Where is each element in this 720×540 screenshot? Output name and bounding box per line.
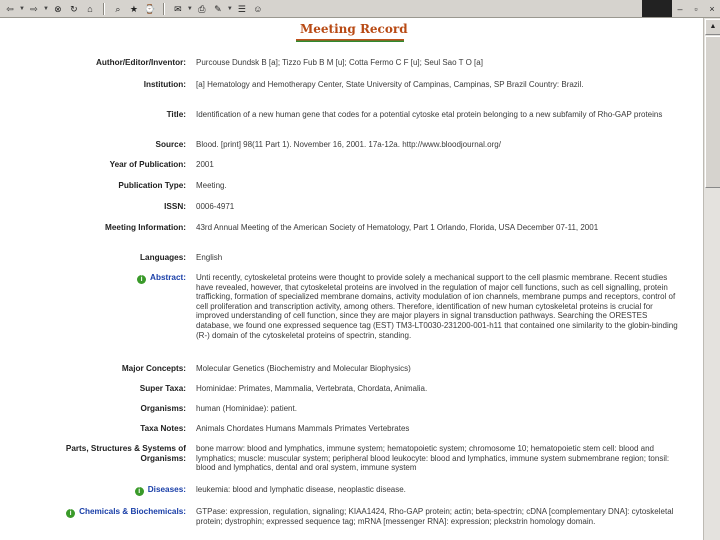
minimize-button[interactable]: – bbox=[677, 3, 683, 14]
field-value: Purcouse Dundsk B [a]; Tizzo Fub B M [u]; Cotta Fermo C F [u]; Seul Sao T O [a] bbox=[196, 58, 483, 67]
field-value: 2001 bbox=[196, 160, 214, 169]
abstract-label[interactable] bbox=[137, 273, 186, 284]
search-icon[interactable]: ⌕ bbox=[115, 3, 121, 14]
stop-icon[interactable]: ⊗ bbox=[54, 3, 62, 14]
field-value: human (Hominidae): patient. bbox=[196, 404, 297, 413]
field-value: bone marrow: blood and lymphatics, immune system; hematopoietic system; chromosome 10; hematopoietic stem cell: blood and lymphatics; muscle: muscular system; peripheral blood leukocyte: blood and lymphatics, immune system submembrane region; tonsil: blood and lymphatics, dental and oral system, immune system bbox=[196, 444, 670, 473]
discuss-icon[interactable]: ☰ bbox=[237, 3, 246, 14]
field-value: Identification of a new human gene that codes for a potential cytoske etal protein belonging to a new subfamily of Rho-GAP proteins bbox=[196, 110, 663, 119]
field-label: Super Taxa: bbox=[139, 384, 186, 393]
field-value: GTPase: expression, regulation, signaling; KIAA1424, Rho-GAP protein; actin; beta-spectrin; cDNA [complementary DNA]: cytoskeletal protein; dystrophin; expressed sequence tag; mRNA [messenger RNA]: expression; pleckstrin homology domain. bbox=[196, 507, 674, 526]
restore-button[interactable]: ▫ bbox=[694, 3, 698, 14]
field-value: Meeting. bbox=[196, 181, 227, 190]
field-label: Organisms: bbox=[140, 404, 186, 413]
refresh-icon[interactable]: ↻ bbox=[70, 3, 78, 14]
chevron-down-icon[interactable]: ▼ bbox=[19, 5, 25, 12]
field-label[interactable]: Abstract: bbox=[150, 273, 186, 282]
field-value: 0006-4971 bbox=[196, 202, 235, 211]
actions-group bbox=[168, 1, 268, 16]
page-title: Meeting Record bbox=[300, 22, 408, 36]
field-label: Meeting Information: bbox=[105, 223, 186, 232]
field-value: leukemia: blood and lymphatic disease, neoplastic disease. bbox=[196, 485, 406, 494]
history-icon[interactable]: ⌚ bbox=[144, 3, 156, 14]
field-value: 43rd Annual Meeting of the American Society of Hematology, Part 1 Orlando, Florida, USA December 07-11, 2001 bbox=[196, 223, 599, 232]
chevron-down-icon[interactable]: ▼ bbox=[226, 5, 233, 12]
field-label: Author/Editor/Inventor: bbox=[95, 58, 186, 67]
chevron-down-icon[interactable]: ▼ bbox=[186, 5, 193, 12]
info-icon[interactable]: i bbox=[137, 275, 146, 284]
print-icon[interactable]: ⎙ bbox=[198, 3, 206, 14]
back-icon[interactable]: ⇦ bbox=[6, 3, 14, 14]
field-label: Languages: bbox=[140, 253, 186, 262]
field-value: Unti recently, cytoskeletal proteins were thought to provide solely a mechanical support to the cell plasmic membrane. Recent studies have revealed, however, that cytoskeletal proteins are involved in the regulation of major cell functions, such as cell signalling, protein trafficking, formation of specialized membrane domains, activity modulation of ion channels, membrane pumps and receptors, control of cell proliferation and transcription activity, among others. Therefore, identification of new human cytoskeletal proteins is crucial for improved understanding of cell function, since they are major players in signal transduction pathways. Searching the ORESTES database, we found one expressed sequence tag (EST) TM3-LT0030-231200-001-h11 that contained one similarity to the globin-binding (R-) domain of the cytoskeletal proteins of spectrin, standing. bbox=[196, 273, 678, 340]
field-label: Institution: bbox=[143, 80, 186, 89]
scroll-thumb[interactable] bbox=[705, 36, 720, 188]
title-underline bbox=[296, 39, 404, 42]
field-value: Molecular Genetics (Biochemistry and Molecular Biophysics) bbox=[196, 364, 411, 373]
field-label: Publication Type: bbox=[118, 181, 186, 190]
field-label: Title: bbox=[166, 110, 186, 119]
home-icon[interactable]: ⌂ bbox=[87, 3, 93, 14]
info-icon[interactable]: i bbox=[66, 509, 75, 518]
close-button[interactable]: × bbox=[709, 3, 715, 14]
field-label[interactable]: Diseases: bbox=[147, 485, 186, 494]
vertical-scrollbar[interactable] bbox=[703, 18, 720, 540]
edit-icon[interactable]: ✎ bbox=[214, 3, 222, 14]
navigation-group bbox=[0, 1, 100, 16]
field-label: Year of Publication: bbox=[109, 160, 186, 169]
field-label: Taxa Notes: bbox=[140, 424, 186, 433]
browser-toolbar bbox=[0, 0, 720, 18]
tools-group bbox=[108, 1, 160, 16]
field-label[interactable]: Chemicals & Biochemicals: bbox=[79, 507, 186, 516]
page-content bbox=[0, 18, 694, 540]
field-label: ISSN: bbox=[164, 202, 186, 211]
diseases-label[interactable] bbox=[135, 485, 186, 496]
window-controls bbox=[642, 0, 720, 17]
info-icon[interactable]: i bbox=[135, 487, 144, 496]
field-value: Animals Chordates Humans Mammals Primates Vertebrates bbox=[196, 424, 410, 433]
field-label: Parts, Structures & Systems of Organisms: bbox=[65, 444, 186, 463]
messenger-icon[interactable]: ☺ bbox=[253, 3, 263, 14]
field-value: Hominidae: Primates, Mammalia, Vertebrata, Chordata, Animalia. bbox=[196, 384, 428, 393]
field-value: Blood. [print] 98(11 Part 1). November 16, 2001. 17a-12a. http://www.bloodjournal.org/ bbox=[196, 140, 501, 149]
field-value: [a] Hematology and Hemotherapy Center, State University of Campinas, Campinas, SP Brazil Country: Brazil. bbox=[196, 80, 584, 89]
chemicals-label[interactable] bbox=[66, 507, 186, 518]
toolbar-separator bbox=[103, 3, 105, 15]
chevron-down-icon[interactable]: ▼ bbox=[42, 5, 49, 12]
toolbar-separator bbox=[163, 3, 165, 15]
mail-icon[interactable]: ✉ bbox=[174, 3, 182, 14]
field-label: Source: bbox=[155, 140, 186, 149]
browser-logo bbox=[642, 0, 672, 17]
favorites-icon[interactable]: ★ bbox=[129, 3, 138, 14]
field-value: English bbox=[196, 253, 223, 262]
scroll-up-button[interactable]: ▲ bbox=[705, 19, 720, 35]
field-label: Major Concepts: bbox=[121, 364, 186, 373]
forward-icon[interactable]: ⇨ bbox=[30, 3, 38, 14]
